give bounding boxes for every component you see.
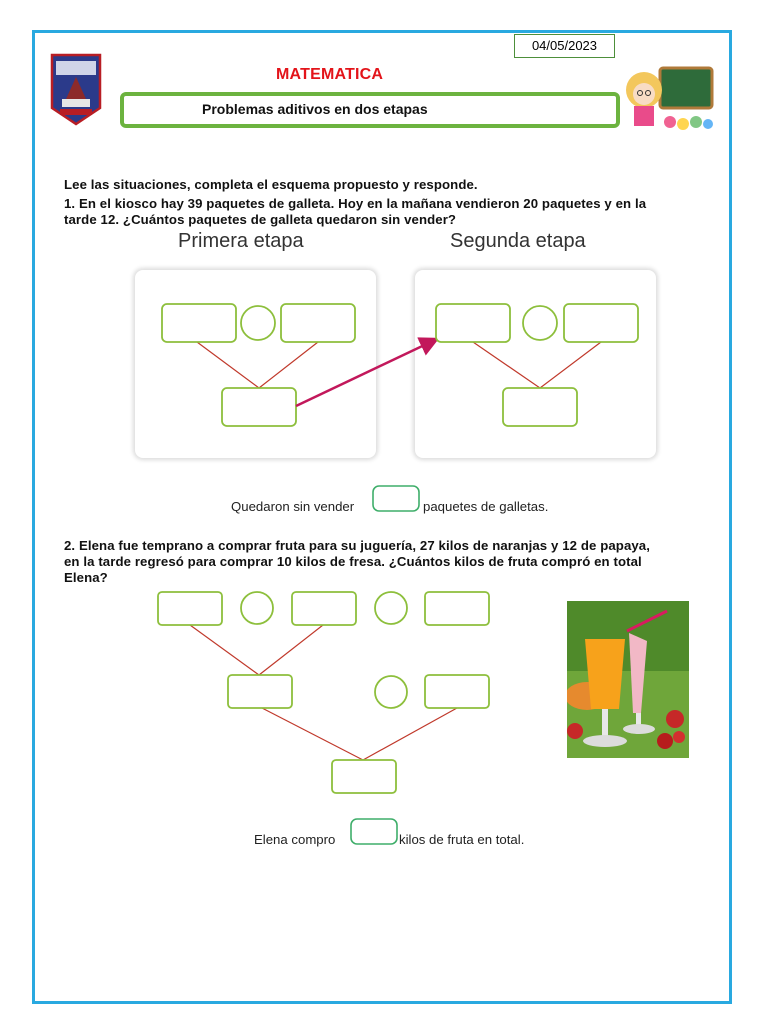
- connector-line: [190, 625, 259, 675]
- stage-arrow: [296, 340, 435, 406]
- p2-box-second-addend[interactable]: [425, 675, 489, 708]
- connector-line: [197, 342, 259, 388]
- page-subtitle: Problemas aditivos en dos etapas: [202, 101, 428, 117]
- stage1-result-box[interactable]: [222, 388, 296, 426]
- stage2-label: Segunda etapa: [450, 230, 586, 252]
- p2-operator-circle-1[interactable]: [241, 592, 273, 624]
- stage1-input-box-2[interactable]: [281, 304, 355, 342]
- answer1-prefix: Quedaron sin vender: [231, 499, 355, 514]
- page-title: MATEMATICA: [276, 66, 384, 83]
- answer1-suffix: paquetes de galletas.: [423, 499, 549, 514]
- problem1-line1: 1. En el kiosco hay 39 paquetes de galleta. Hoy en la mañana vendieron 20 paquetes y en la: [64, 196, 647, 211]
- connector-line: [259, 625, 323, 675]
- connector-line: [473, 342, 540, 388]
- answer2-prefix: Elena compro: [254, 832, 336, 847]
- p2-operator-circle-2[interactable]: [375, 592, 407, 624]
- instructions: Lee las situaciones, completa el esquema propuesto y responde.: [64, 177, 478, 192]
- connector-line: [540, 342, 601, 388]
- p2-operator-circle-3[interactable]: [375, 676, 407, 708]
- connector-line: [262, 708, 363, 760]
- p2-box-subtotal[interactable]: [228, 675, 292, 708]
- problem2-line2: en la tarde regresó para comprar 10 kilos de fresa. ¿Cuántos kilos de fruta compró en total: [64, 554, 642, 569]
- p2-box-total[interactable]: [332, 760, 396, 793]
- answer2-suffix: kilos de fruta en total.: [399, 832, 525, 847]
- problem2-line3: Elena?: [64, 570, 108, 585]
- answer2-box[interactable]: [351, 819, 397, 844]
- stage2-input-box-2[interactable]: [564, 304, 638, 342]
- stage1-input-box-1[interactable]: [162, 304, 236, 342]
- answer1-box[interactable]: [373, 486, 419, 511]
- p2-box-naranjas[interactable]: [158, 592, 222, 625]
- stage2-input-box-1[interactable]: [436, 304, 510, 342]
- problem2-line1: 2. Elena fue temprano a comprar fruta para su juguería, 27 kilos de naranjas y 12 de papaya,: [64, 538, 651, 553]
- stage1-label: Primera etapa: [178, 230, 304, 252]
- stage2-result-box[interactable]: [503, 388, 577, 426]
- p2-box-papaya[interactable]: [292, 592, 356, 625]
- date-box: 04/05/2023: [514, 34, 615, 58]
- stage1-operator-circle[interactable]: [241, 306, 275, 340]
- connector-line: [363, 708, 457, 760]
- problem1-line2: tarde 12. ¿Cuántos paquetes de galleta quedaron sin vender?: [64, 212, 457, 227]
- stage2-operator-circle[interactable]: [523, 306, 557, 340]
- connector-line: [259, 342, 318, 388]
- p2-box-fresa[interactable]: [425, 592, 489, 625]
